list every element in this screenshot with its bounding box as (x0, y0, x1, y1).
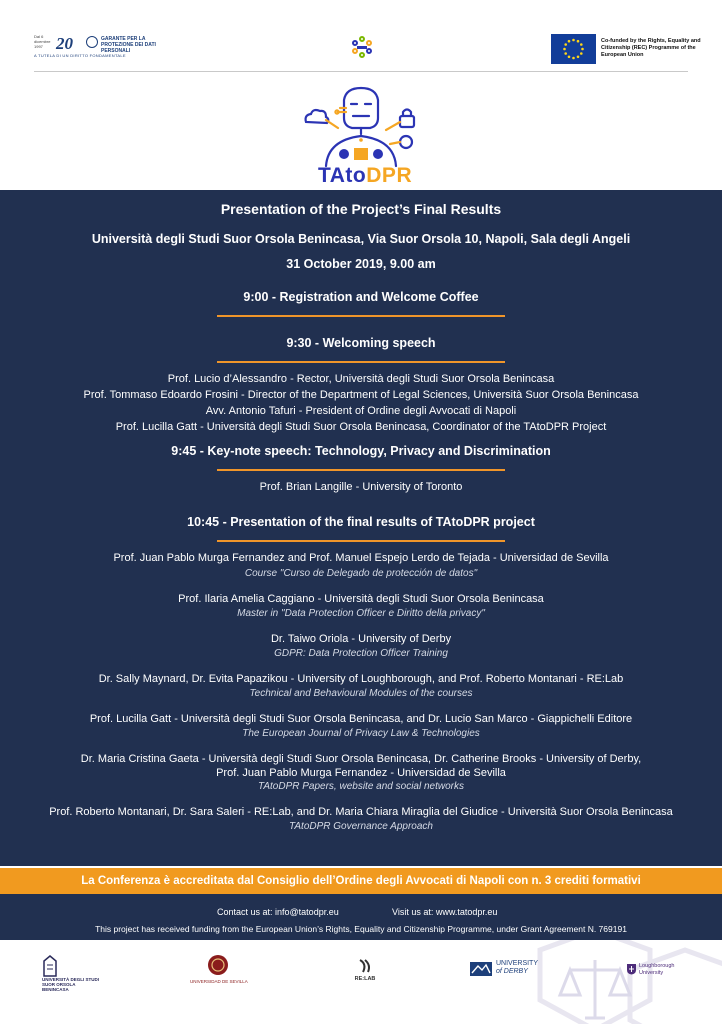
talk-speakers: Prof. Ilaria Amelia Caggiano - Università degli Studi Suor Orsola Benincasa (178, 593, 544, 605)
eu-flag-icon (551, 34, 596, 64)
lough-label-line-1: Loughborough (639, 963, 675, 969)
garante-small-text: Dal 6 dicembre 1997 (34, 34, 51, 49)
talk-topic: TAtoDPR Papers, website and social networks (257, 781, 464, 792)
wordmark-part-2: DPR (366, 164, 413, 187)
talk-topic: Technical and Behavioural Modules of the courses (249, 688, 473, 699)
event-title: Presentation of the Project’s Final Results (220, 201, 502, 217)
sevilla-label: UNIVERSIDAD DE SEVILLA (190, 979, 248, 984)
partner-derby (470, 960, 540, 980)
section-rule (217, 469, 505, 471)
relab-mark-icon (357, 958, 373, 974)
loughborough-label (639, 963, 674, 976)
section-rule (217, 540, 505, 542)
garante-logo (34, 34, 164, 58)
suor-orsola-label: UNIVERSITÀ DEGLI STUDI SUOR ORSOLA BENINCASA (42, 977, 100, 992)
lough-label-line-2: University (639, 969, 664, 976)
section-rule (217, 361, 505, 363)
talk-topic: TAtoDPR Governance Approach (289, 821, 433, 832)
talk-speakers: Prof. Juan Pablo Murga Fernandez - Universidad de Sevilla (216, 767, 506, 779)
speaker-line: Prof. Tommaso Edoardo Frosini - Director of the Department of Legal Sciences, Università Suor Orsola Benincasa (83, 389, 639, 401)
talk-topic: Master in "Data Protection Officer e Diritto della privacy" (237, 608, 485, 619)
garante-twenty: 20 (56, 34, 73, 53)
talk-speakers: Prof. Juan Pablo Murga Fernandez and Prof. Manuel Espejo Lerdo de Tejada - Universidad de Sevilla (113, 552, 609, 564)
event-venue: Università degli Studi Suor Orsola Benincasa, Via Suor Orsola 10, Napoli, Sala degli Angeli (91, 232, 631, 246)
eu-cofunded-text: Co-funded by the Rights, Equality and Citizenship (REC) Programme of the European Union (601, 38, 701, 58)
tatodpr-wordmark (318, 164, 412, 188)
talk-speakers: Dr. Maria Cristina Gaeta - Università degli Studi Suor Orsola Benincasa, Dr. Catherine Brooks - University of Derby, (80, 753, 642, 765)
garante-name: GARANTE PER LA PROTEZIONE DEI DATI PERSONALI (101, 36, 156, 54)
talk-topic: The European Journal of Privacy Law & Technologies (242, 728, 480, 739)
derby-mark-icon (470, 962, 492, 976)
session-heading-final-results: 10:45 - Presentation of the final results of TAtoDPR project (187, 515, 535, 529)
speaker-line: Prof. Lucio d’Alessandro - Rector, Università degli Studi Suor Orsola Benincasa (167, 373, 555, 385)
rec-programme-icon (349, 34, 375, 60)
wordmark-part-1: TAto (318, 164, 367, 187)
session-heading-keynote: 9:45 - Key-note speech: Technology, Privacy and Discrimination (171, 444, 551, 458)
talk-topic: GDPR: Data Protection Officer Training (274, 648, 448, 659)
contact-email[interactable]: Contact us at: info@tatodpr.eu (217, 907, 339, 917)
contact-website[interactable]: Visit us at: www.tatodpr.eu (392, 907, 498, 917)
speaker-line: Prof. Lucilla Gatt - Università degli Studi Suor Orsola Benincasa, Coordinator of the TAtoDPR Project (115, 421, 607, 433)
talk-speakers: Dr. Taiwo Oriola - University of Derby (270, 633, 452, 645)
garante-seal-icon (86, 36, 98, 48)
program-panel (0, 190, 722, 866)
talk-speakers: Prof. Lucilla Gatt - Università degli Studi Suor Orsola Benincasa, and Dr. Lucio San Marco - Giappichelli Editore (89, 713, 633, 725)
section-rule (217, 315, 505, 317)
session-heading-welcoming: 9:30 - Welcoming speech (286, 336, 436, 350)
relab-label: RE:LAB (354, 976, 376, 982)
derby-label (496, 960, 538, 976)
header-logos (0, 0, 722, 72)
derby-label-line-2: of DERBY (496, 968, 528, 975)
partner-logos (0, 940, 722, 1024)
loughborough-crest-icon (626, 963, 637, 975)
partner-sevilla (190, 954, 246, 988)
session-heading-registration: 9:00 - Registration and Welcome Coffee (243, 290, 479, 304)
speaker-line: Avv. Antonio Tafuri - President of Ordine degli Avvocati di Napoli (205, 405, 517, 417)
talk-topic: Course "Curso de Delegado de protección de datos" (244, 568, 478, 579)
speaker-line: Prof. Brian Langille - University of Toronto (259, 481, 463, 493)
sevilla-seal-icon (207, 954, 229, 976)
suor-orsola-crest-icon (42, 955, 58, 977)
funding-note: This project has received funding from the European Union’s Rights, Equality and Citizenship Programme, under Grant Agreement N. 769191 (95, 924, 627, 934)
partner-relab (350, 958, 380, 988)
talk-speakers: Dr. Sally Maynard, Dr. Evita Papazikou - University of Loughborough, and Prof. Roberto Montanari - RE:Lab (98, 673, 624, 685)
event-date: 31 October 2019, 9.00 am (286, 257, 436, 271)
justice-scale-watermark-icon (500, 940, 722, 1024)
derby-label-line-1: UNIVERSITY (496, 960, 539, 967)
header-divider (34, 71, 688, 72)
garante-motto: A TUTELA DI UN DIRITTO FONDAMENTALE (34, 53, 126, 58)
contact-strip (0, 894, 722, 940)
talk-speakers: Prof. Roberto Montanari, Dr. Sara Saleri - RE:Lab, and Dr. Maria Chiara Miraglia del Giudice - Università Suor Orsola Benincasa (49, 806, 673, 818)
partner-suor-orsola (42, 955, 102, 992)
partner-loughborough (626, 962, 690, 982)
accreditation-banner: La Conferenza è accreditata dal Consiglio dell’Ordine degli Avvocati di Napoli con n. 3 crediti formativi (0, 868, 722, 894)
